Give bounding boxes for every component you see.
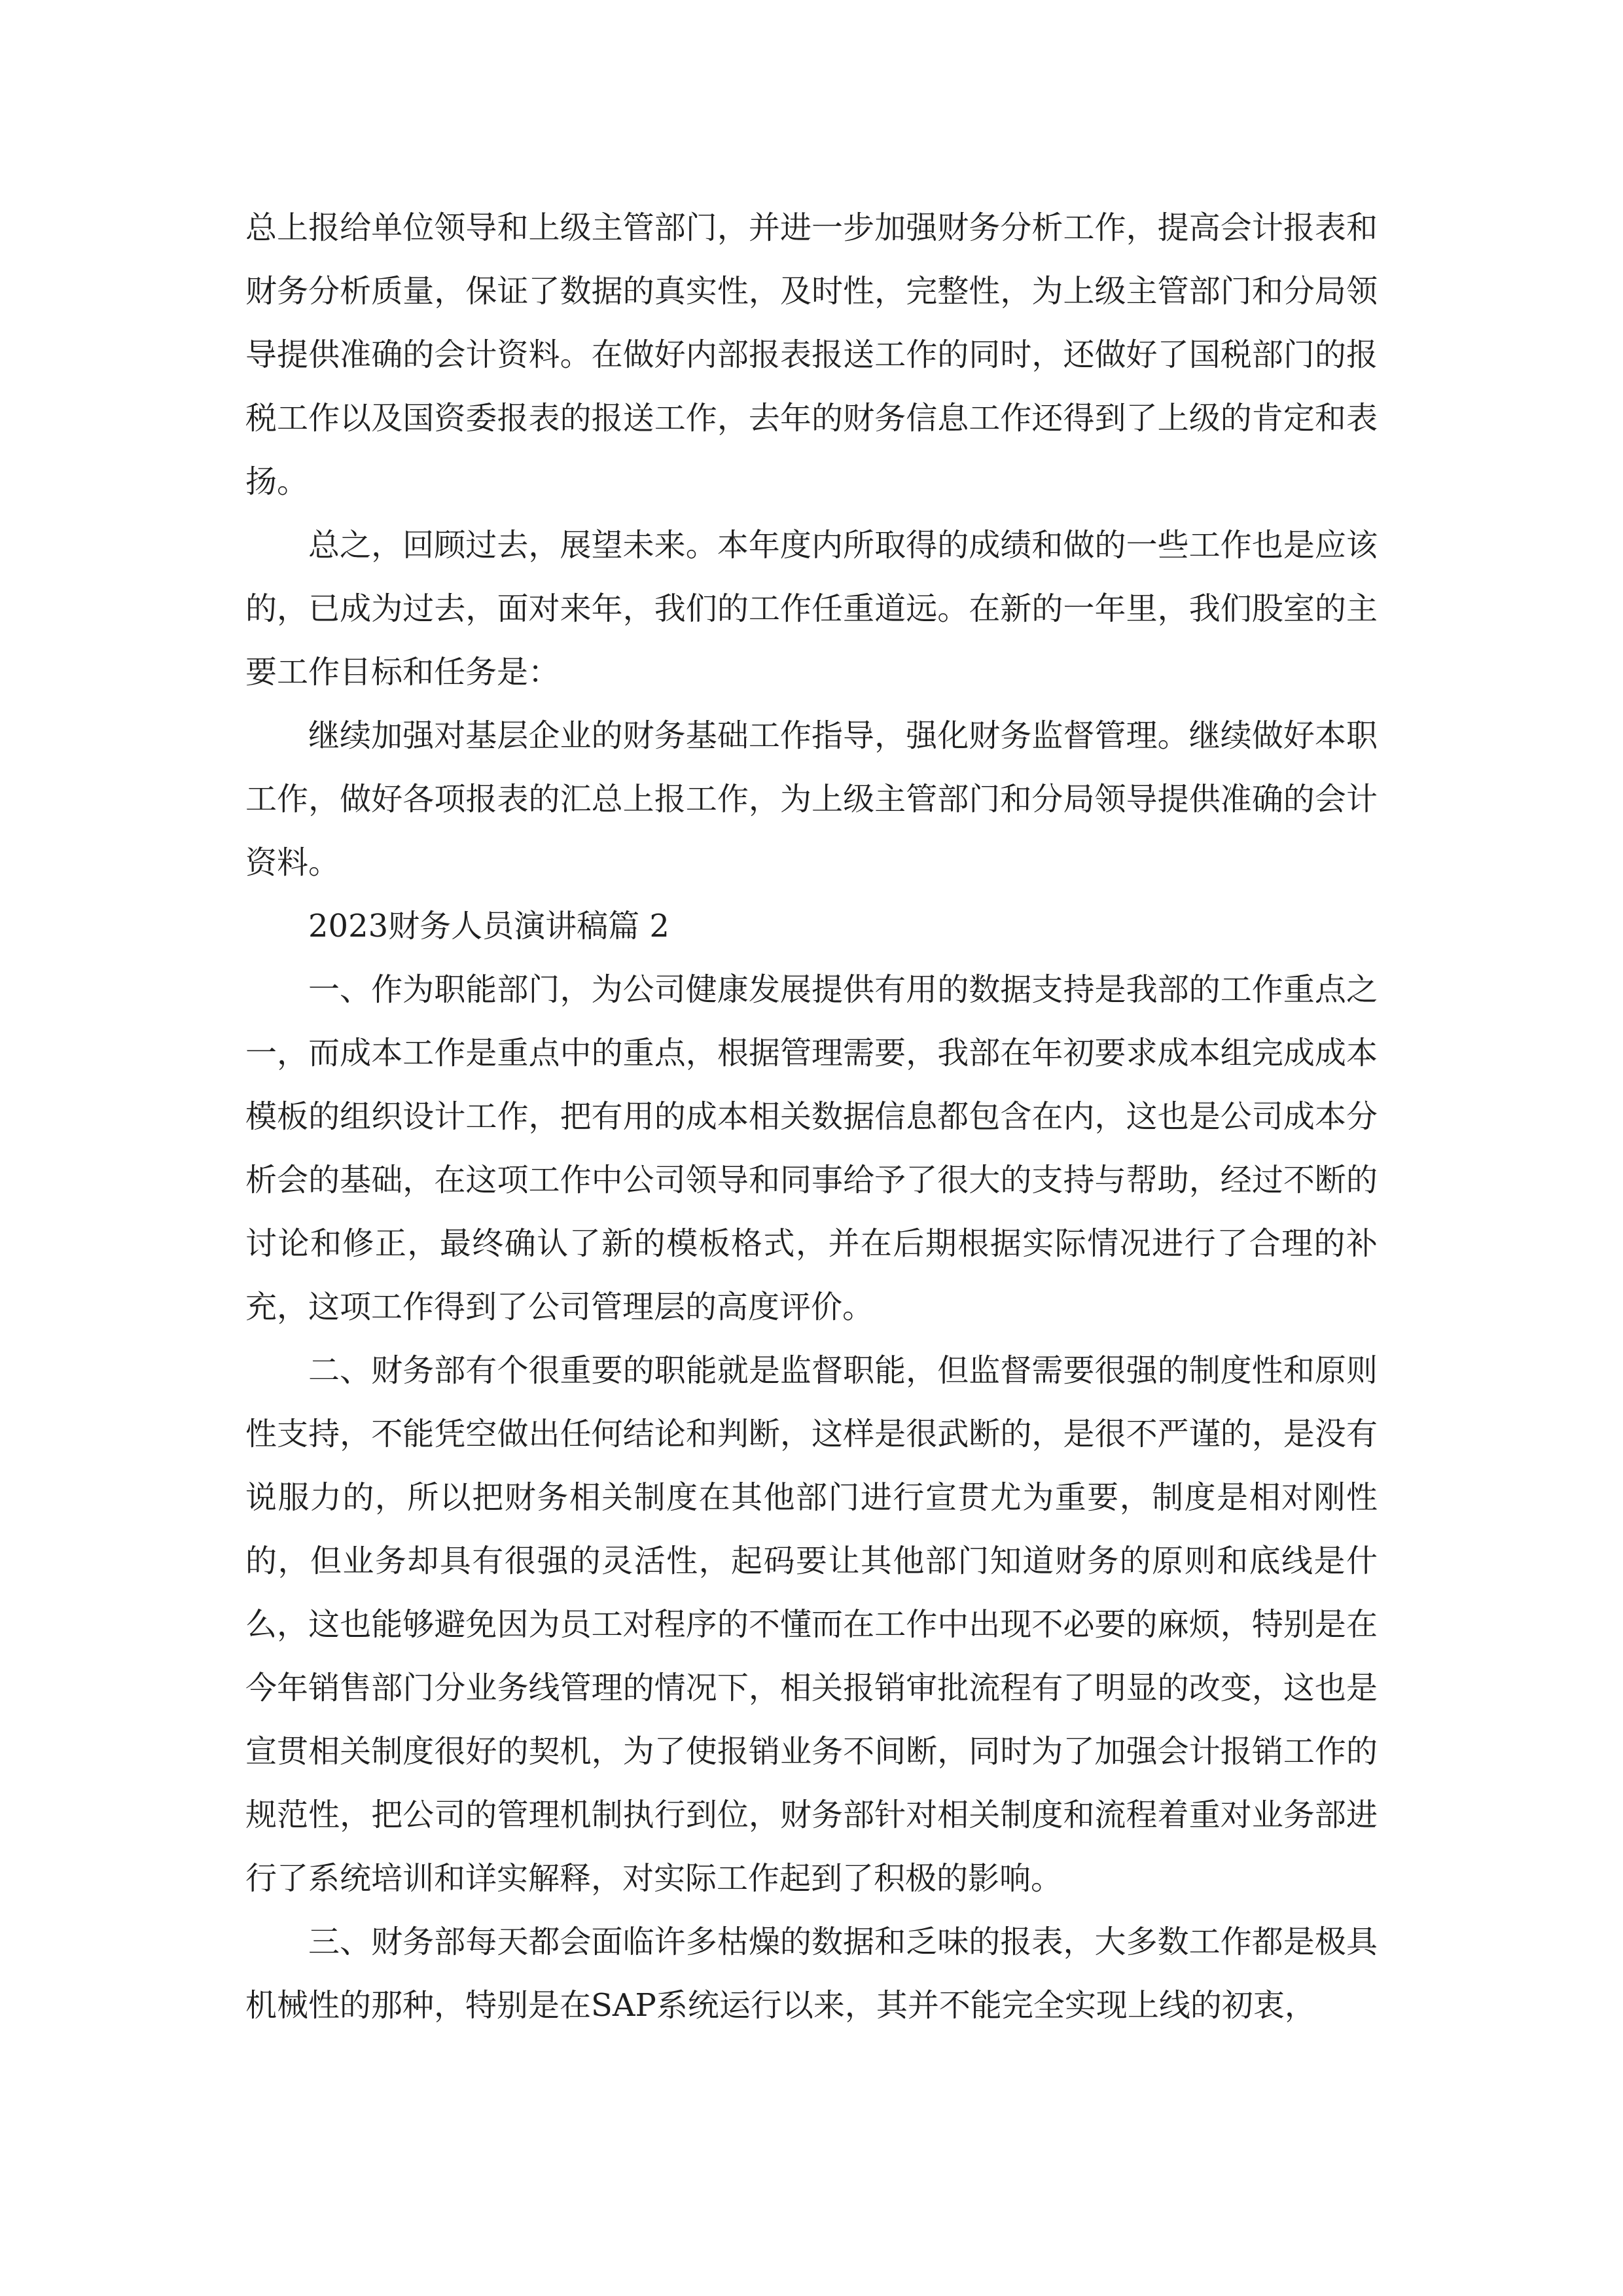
paragraph-summary: 总之，回顾过去，展望未来。本年度内所取得的成绩和做的一些工作也是应该的，已成为过去，面对来年，我们的工作任重道远。在新的一年里，我们股室的主要工作目标和任务是： bbox=[245, 527, 1378, 691]
paragraph-point-one: 一、作为职能部门，为公司健康发展提供有用的数据支持是我部的工作重点之一，而成本工作是重点中的重点，根据管理需要，我部在年初要求成本组完成成本模板的组织设计工作，把有用的成本相关数据信息都包含在内，这也是公司成本分析会的基础，在这项工作中公司领导和同事给予了很大的支持与帮助，经过不断的讨论和修正，最终确认了新的模板格式，并在后期根据实际情况进行了合理的补充，这项工作得到了公司管理层的高度评价。 bbox=[245, 971, 1378, 1325]
paragraph-point-three: 三、财务部每天都会面临许多枯燥的数据和乏味的报表，大多数工作都是极具机械性的那种，特别是在SAP系统运行以来，其并不能完全实现上线的初衷， bbox=[245, 1924, 1378, 2024]
paragraph-goals: 继续加强对基层企业的财务基础工作指导，强化财务监督管理。继续做好本职工作，做好各项报表的汇总上报工作，为上级主管部门和分局领导提供准确的会计资料。 bbox=[245, 717, 1378, 881]
section-heading: 2023财务人员演讲稿篇 2 bbox=[308, 908, 669, 944]
document-body bbox=[245, 196, 1378, 2037]
paragraph-continued: 总上报给单位领导和上级主管部门，并进一步加强财务分析工作，提高会计报表和财务分析质量，保证了数据的真实性，及时性，完整性，为上级主管部门和分局领导提供准确的会计资料。在做好内部报表报送工作的同时，还做好了国税部门的报税工作以及国资委报表的报送工作，去年的财务信息工作还得到了上级的肯定和表扬。 bbox=[245, 209, 1378, 500]
paragraph-point-two: 二、财务部有个很重要的职能就是监督职能，但监督需要很强的制度性和原则性支持，不能凭空做出任何结论和判断，这样是很武断的，是很不严谨的，是没有说服力的，所以把财务相关制度在其他部门进行宣贯尤为重要，制度是相对刚性的，但业务却具有很强的灵活性，起码要让其他部门知道财务的原则和底线是什么，这也能够避免因为员工对程序的不懂而在工作中出现不必要的麻烦，特别是在今年销售部门分业务线管理的情况下，相关报销审批流程有了明显的改变，这也是宣贯相关制度很好的契机，为了使报销业务不间断，同时为了加强会计报销工作的规范性，把公司的管理机制执行到位，财务部针对相关制度和流程着重对业务部进行了系统培训和详实解释，对实际工作起到了积极的影响。 bbox=[245, 1352, 1378, 1897]
